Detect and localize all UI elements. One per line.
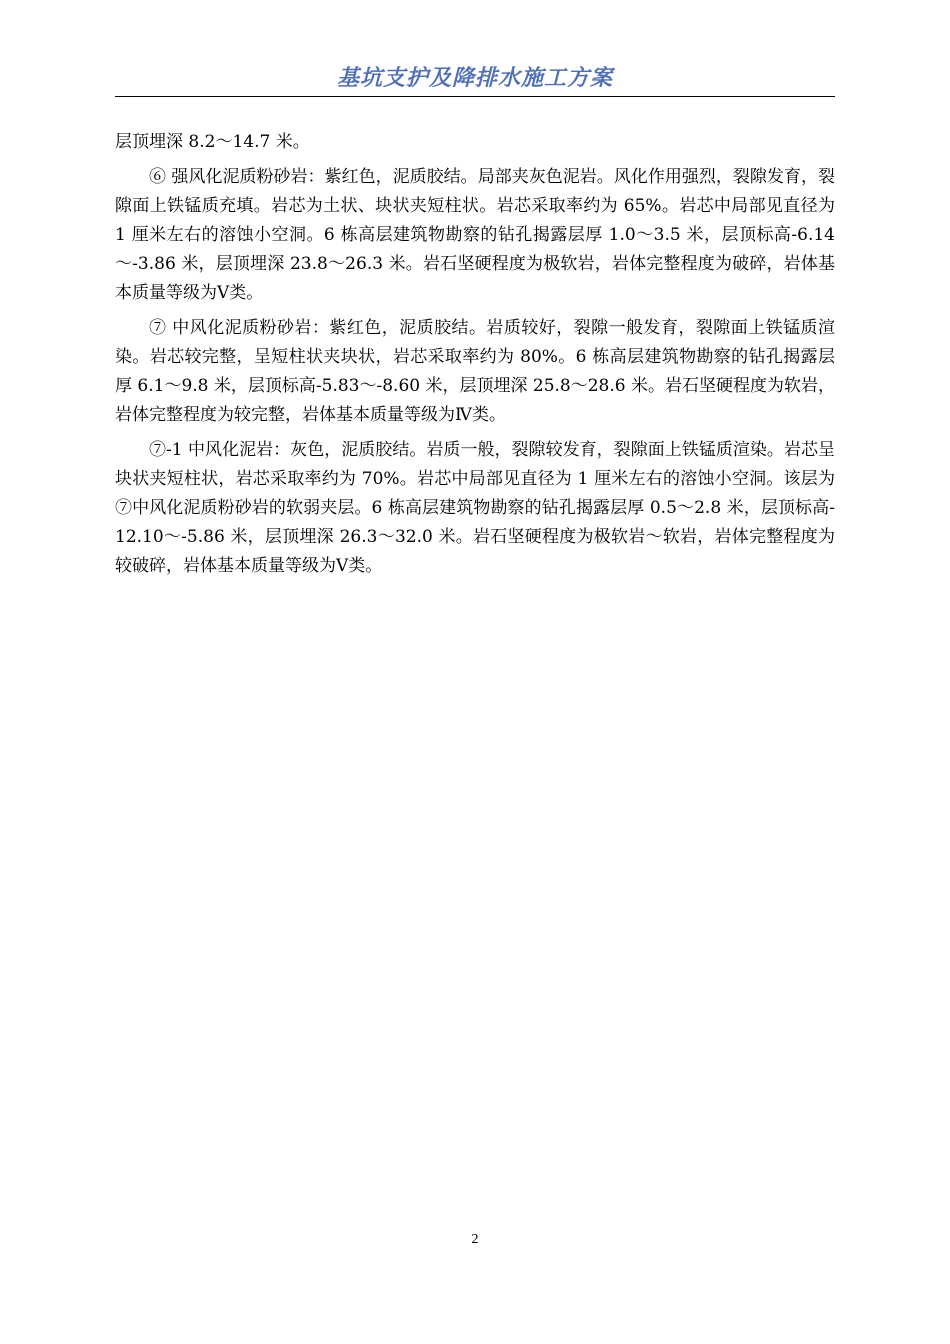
- header-divider: [115, 96, 835, 97]
- paragraph-layer-7: ⑦ 中风化泥质粉砂岩：紫红色，泥质胶结。岩质较好，裂隙一般发育，裂隙面上铁锰质渲染。岩芯较完整，呈短柱状夹块状，岩芯采取率约为 80%。6 栋高层建筑物勘察的钻孔揭露层厚 6.1～9.8 米，层顶标高-5.83～-8.60 米，层顶埋深 25.8～28.6 米。岩石坚硬程度为软岩，岩体完整程度为较完整，岩体基本质量等级为Ⅳ类。: [115, 318, 835, 425]
- page-header: [115, 62, 835, 94]
- paragraph-layer-6: ⑥ 强风化泥质粉砂岩：紫红色，泥质胶结。局部夹灰色泥岩。风化作用强烈，裂隙发育，裂隙面上铁锰质充填。岩芯为土状、块状夹短柱状。岩芯采取率约为 65%。岩芯中局部见直径为 1 厘米左右的溶蚀小空洞。6 栋高层建筑物勘察的钻孔揭露层厚 1.0～3.5 米，层顶标高-6.14～-3.86 米，层顶埋深 23.8～26.3 米。岩石坚硬程度为极软岩，岩体完整程度为破碎，岩体基本质量等级为Ⅴ类。: [115, 167, 835, 303]
- page-number: 2: [471, 1232, 479, 1247]
- document-body: [115, 128, 835, 587]
- paragraph-continuation: 层顶埋深 8.2～14.7 米。: [115, 132, 310, 152]
- document-title: 基坑支护及降排水施工方案: [336, 65, 613, 91]
- paragraph-layer-7-1: ⑦-1 中风化泥岩：灰色，泥质胶结。岩质一般，裂隙较发育，裂隙面上铁锰质渲染。岩芯呈块状夹短柱状，岩芯采取率约为 70%。岩芯中局部见直径为 1 厘米左右的溶蚀小空洞。该层为⑦中风化泥质粉砂岩的软弱夹层。6 栋高层建筑物勘察的钻孔揭露层厚 0.5～2.8 米，层顶标高-12.10～-5.86 米，层顶埋深 26.3～32.0 米。岩石坚硬程度为极软岩～软岩，岩体完整程度为较破碎，岩体基本质量等级为Ⅴ类。: [115, 440, 835, 576]
